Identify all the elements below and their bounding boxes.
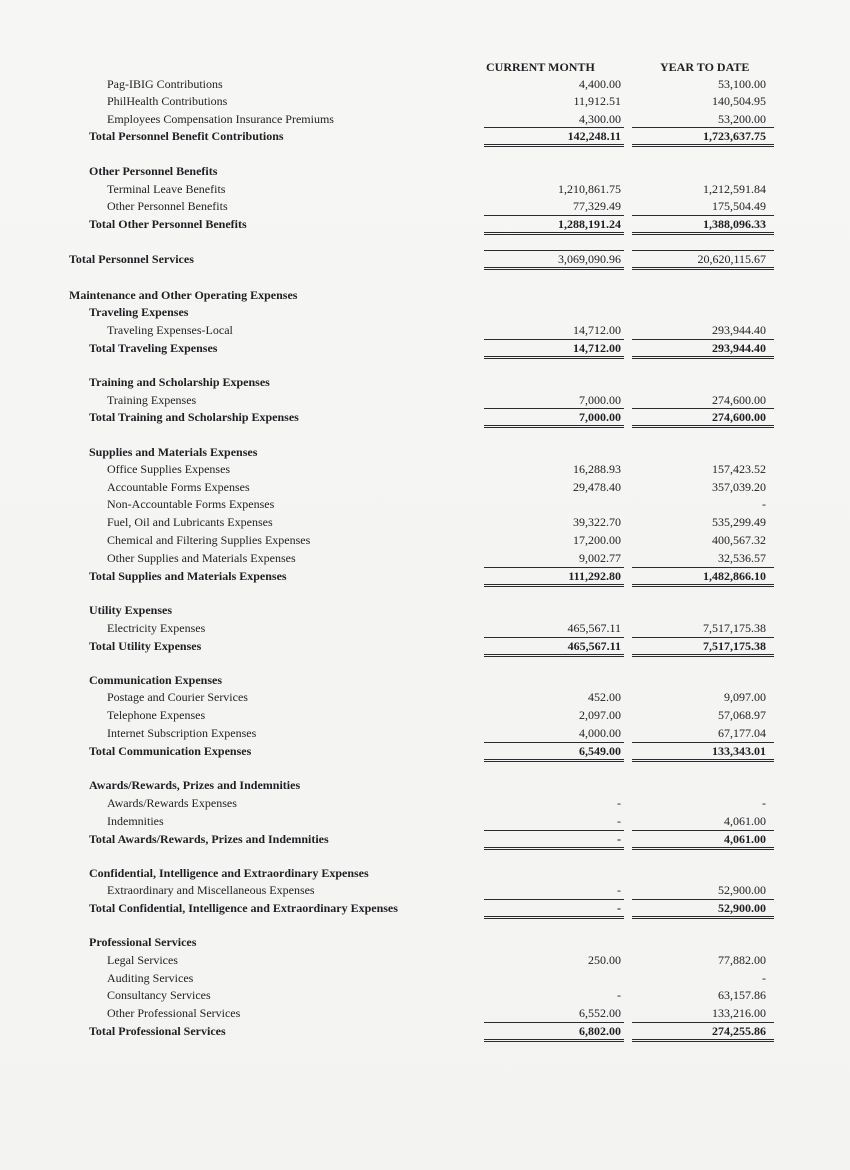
total-double-rule: [484, 584, 624, 587]
total-double-rule: [484, 232, 624, 235]
current-month-value: 465,567.11: [567, 639, 621, 653]
current-month-value: -: [617, 901, 621, 915]
total-double-rule: [484, 916, 624, 919]
section-heading-row: [0, 934, 850, 951]
subtotal-rule: [632, 250, 774, 251]
total-double-rule: [484, 847, 624, 850]
subtotal-rule: [484, 742, 624, 743]
current-month-value: 17,200.00: [573, 533, 621, 547]
row-label: Consultancy Services: [107, 988, 211, 1002]
row-label: Postage and Courier Services: [107, 690, 248, 704]
line-item-row: [0, 76, 850, 93]
line-item-row: [0, 952, 850, 969]
row-label: Communication Expenses: [89, 673, 223, 687]
total-double-rule: [632, 356, 774, 359]
row-label: Other Supplies and Materials Expenses: [107, 551, 296, 565]
subtotal-rule: [484, 250, 624, 251]
current-month-value: 16,288.93: [573, 462, 621, 476]
section-heading-row: [0, 163, 850, 180]
row-label: Maintenance and Other Operating Expenses: [69, 288, 298, 302]
year-to-date-value: 157,423.52: [712, 462, 766, 476]
current-month-value: 7,000.00: [579, 410, 621, 424]
current-month-value: 39,322.70: [573, 515, 621, 529]
year-to-date-value: 274,255.86: [712, 1024, 766, 1038]
row-label: Supplies and Materials Expenses: [89, 445, 258, 459]
subtotal-rule: [484, 1022, 624, 1023]
year-to-date-value: 4,061.00: [724, 832, 766, 846]
current-month-value: 111,292.80: [568, 569, 621, 583]
current-month-value: 14,712.00: [573, 341, 621, 355]
section-heading-row: [0, 777, 850, 794]
line-item-row: [0, 181, 850, 198]
total-double-rule: [632, 1039, 774, 1042]
year-to-date-value: 274,600.00: [712, 393, 766, 407]
year-to-date-value: 20,620,115.67: [697, 252, 766, 266]
year-to-date-value: 9,097.00: [724, 690, 766, 704]
subtotal-rule: [484, 899, 624, 900]
line-item-row: [0, 322, 850, 339]
year-to-date-value: 140,504.95: [712, 94, 766, 108]
total-double-rule: [632, 267, 774, 270]
line-item-row: [0, 550, 850, 567]
section-heading-row: [0, 374, 850, 391]
year-to-date-value: 57,068.97: [718, 708, 766, 722]
row-label: Other Personnel Benefits: [107, 199, 228, 213]
total-double-rule: [632, 232, 774, 235]
year-to-date-value: -: [762, 796, 766, 810]
total-double-rule: [632, 916, 774, 919]
row-label: Total Communication Expenses: [89, 744, 252, 758]
line-item-row: [0, 111, 850, 128]
row-label: Employees Compensation Insurance Premiums: [107, 112, 334, 126]
subtotal-rule: [632, 637, 774, 638]
total-double-rule: [632, 654, 774, 657]
year-to-date-value: 274,600.00: [712, 410, 766, 424]
total-double-rule: [632, 759, 774, 762]
row-label: Electricity Expenses: [107, 621, 206, 635]
current-month-value: 6,802.00: [579, 1024, 621, 1038]
total-row: [0, 287, 850, 304]
current-month-value: 9,002.77: [579, 551, 621, 565]
line-item-row: [0, 970, 850, 987]
total-double-rule: [484, 144, 624, 147]
row-label: Office Supplies Expenses: [107, 462, 231, 476]
subtotal-rule: [484, 408, 624, 409]
line-item-row: [0, 93, 850, 110]
year-to-date-value: 293,944.40: [712, 323, 766, 337]
current-month-value: 1,288,191.24: [558, 217, 621, 231]
total-row: [0, 1023, 850, 1040]
row-label: Fuel, Oil and Lubricants Expenses: [107, 515, 273, 529]
year-to-date-value: 400,567.32: [712, 533, 766, 547]
current-month-value: 1,210,861.75: [558, 182, 621, 196]
total-row: [0, 568, 850, 585]
total-row: [0, 216, 850, 233]
total-double-rule: [484, 759, 624, 762]
line-item-row: [0, 392, 850, 409]
row-label: Professional Services: [89, 935, 197, 949]
line-item-row: [0, 795, 850, 812]
year-to-date-value: 175,504.49: [712, 199, 766, 213]
total-double-rule: [632, 584, 774, 587]
line-item-row: [0, 689, 850, 706]
current-month-value: 7,000.00: [579, 393, 621, 407]
subtotal-rule: [484, 339, 624, 340]
total-row: [0, 128, 850, 145]
subtotal-rule: [484, 127, 624, 128]
row-label: Training Expenses: [107, 393, 197, 407]
total-double-rule: [484, 356, 624, 359]
current-month-value: 6,552.00: [579, 1006, 621, 1020]
line-item-row: [0, 514, 850, 531]
subtotal-rule: [632, 215, 774, 216]
row-label: Traveling Expenses: [89, 305, 189, 319]
current-month-value: -: [617, 814, 621, 828]
subtotal-rule: [632, 127, 774, 128]
year-to-date-value: 53,200.00: [718, 112, 766, 126]
section-heading-row: [0, 865, 850, 882]
year-to-date-value: 77,882.00: [718, 953, 766, 967]
row-label: Total Confidential, Intelligence and Extraordinary Expenses: [89, 901, 398, 915]
current-month-value: 465,567.11: [567, 621, 621, 635]
subtotal-rule: [484, 637, 624, 638]
row-label: Total Personnel Benefit Contributions: [89, 129, 284, 143]
subtotal-rule: [484, 215, 624, 216]
current-month-value: 6,549.00: [579, 744, 621, 758]
total-double-rule: [484, 654, 624, 657]
line-item-row: [0, 707, 850, 724]
row-label: Terminal Leave Benefits: [107, 182, 226, 196]
row-label: Total Awards/Rewards, Prizes and Indemnities: [89, 832, 329, 846]
total-double-rule: [484, 1039, 624, 1042]
row-label: PhilHealth Contributions: [107, 94, 228, 108]
year-to-date-value: 52,900.00: [718, 901, 766, 915]
current-month-value: 452.00: [588, 690, 621, 704]
line-item-row: [0, 987, 850, 1004]
row-label: Indemnities: [107, 814, 164, 828]
year-to-date-value: 293,944.40: [712, 341, 766, 355]
year-to-date-value: 52,900.00: [718, 883, 766, 897]
row-label: Auditing Services: [107, 971, 194, 985]
line-item-row: [0, 1005, 850, 1022]
total-double-rule: [632, 425, 774, 428]
row-label: Total Utility Expenses: [89, 639, 202, 653]
current-month-value: -: [617, 988, 621, 1002]
total-row: [0, 638, 850, 655]
row-label: Chemical and Filtering Supplies Expenses: [107, 533, 311, 547]
subtotal-rule: [632, 339, 774, 340]
section-heading-row: [0, 304, 850, 321]
line-item-row: [0, 461, 850, 478]
row-label: Total Personnel Services: [69, 252, 194, 266]
line-item-row: [0, 620, 850, 637]
subtotal-rule: [632, 1022, 774, 1023]
current-month-value: 4,400.00: [579, 77, 621, 91]
line-item-row: [0, 882, 850, 899]
current-month-value: 14,712.00: [573, 323, 621, 337]
year-to-date-value: -: [762, 497, 766, 511]
row-label: Other Professional Services: [107, 1006, 241, 1020]
total-row: [0, 251, 850, 268]
current-month-value: 3,069,090.96: [558, 252, 621, 266]
subtotal-rule: [484, 567, 624, 568]
year-to-date-value: 7,517,175.38: [703, 621, 766, 635]
subtotal-rule: [484, 830, 624, 831]
total-row: [0, 831, 850, 848]
row-label: Non-Accountable Forms Expenses: [107, 497, 275, 511]
row-label: Other Personnel Benefits: [89, 164, 218, 178]
year-to-date-value: 1,723,637.75: [703, 129, 766, 143]
current-month-header: CURRENT MONTH: [486, 60, 595, 74]
year-to-date-value: 7,517,175.38: [703, 639, 766, 653]
row-label: Internet Subscription Expenses: [107, 726, 257, 740]
total-row: [0, 409, 850, 426]
row-label: Total Traveling Expenses: [89, 341, 218, 355]
line-item-row: [0, 532, 850, 549]
row-label: Awards/Rewards Expenses: [107, 796, 237, 810]
year-to-date-value: 133,343.01: [712, 744, 766, 758]
total-row: [0, 340, 850, 357]
current-month-value: 11,912.51: [573, 94, 621, 108]
year-to-date-value: 67,177.04: [718, 726, 766, 740]
row-label: Awards/Rewards, Prizes and Indemnities: [89, 778, 301, 792]
total-double-rule: [632, 847, 774, 850]
line-item-row: [0, 479, 850, 496]
section-heading-row: [0, 602, 850, 619]
current-month-value: 142,248.11: [567, 129, 621, 143]
year-to-date-value: 1,482,866.10: [703, 569, 766, 583]
total-double-rule: [484, 267, 624, 270]
row-label: Total Supplies and Materials Expenses: [89, 569, 287, 583]
subtotal-rule: [632, 408, 774, 409]
year-to-date-value: 4,061.00: [724, 814, 766, 828]
year-to-date-value: -: [762, 971, 766, 985]
section-heading-row: [0, 672, 850, 689]
line-item-row: [0, 813, 850, 830]
current-month-value: 4,300.00: [579, 112, 621, 126]
row-label: Confidential, Intelligence and Extraordinary Expenses: [89, 866, 369, 880]
year-to-date-value: 1,388,096.33: [703, 217, 766, 231]
year-to-date-value: 63,157.86: [718, 988, 766, 1002]
year-to-date-value: 357,039.20: [712, 480, 766, 494]
line-item-row: [0, 725, 850, 742]
total-double-rule: [632, 144, 774, 147]
row-label: Total Training and Scholarship Expenses: [89, 410, 299, 424]
year-to-date-value: 32,536.57: [718, 551, 766, 565]
year-to-date-value: 1,212,591.84: [703, 182, 766, 196]
total-double-rule: [484, 425, 624, 428]
total-row: [0, 900, 850, 917]
current-month-value: -: [617, 883, 621, 897]
current-month-value: 4,000.00: [579, 726, 621, 740]
row-label: Pag-IBIG Contributions: [107, 77, 223, 91]
row-label: Telephone Expenses: [107, 708, 206, 722]
current-month-value: 2,097.00: [579, 708, 621, 722]
total-row: [0, 743, 850, 760]
line-item-row: [0, 496, 850, 513]
line-item-row: [0, 198, 850, 215]
row-label: Legal Services: [107, 953, 178, 967]
row-label: Utility Expenses: [89, 603, 173, 617]
current-month-value: -: [617, 796, 621, 810]
current-month-value: 29,478.40: [573, 480, 621, 494]
row-label: Extraordinary and Miscellaneous Expenses: [107, 883, 315, 897]
row-label: Total Professional Services: [89, 1024, 226, 1038]
year-to-date-value: 133,216.00: [712, 1006, 766, 1020]
current-month-value: -: [617, 832, 621, 846]
row-label: Total Other Personnel Benefits: [89, 217, 247, 231]
row-label: Training and Scholarship Expenses: [89, 375, 270, 389]
subtotal-rule: [632, 567, 774, 568]
subtotal-rule: [632, 899, 774, 900]
current-month-value: 77,329.49: [573, 199, 621, 213]
year-to-date-header: YEAR TO DATE: [660, 60, 750, 74]
section-heading-row: [0, 444, 850, 461]
current-month-value: 250.00: [588, 953, 621, 967]
subtotal-rule: [632, 742, 774, 743]
year-to-date-value: 53,100.00: [718, 77, 766, 91]
year-to-date-value: 535,299.49: [712, 515, 766, 529]
row-label: Accountable Forms Expenses: [107, 480, 250, 494]
subtotal-rule: [632, 830, 774, 831]
row-label: Traveling Expenses-Local: [107, 323, 233, 337]
